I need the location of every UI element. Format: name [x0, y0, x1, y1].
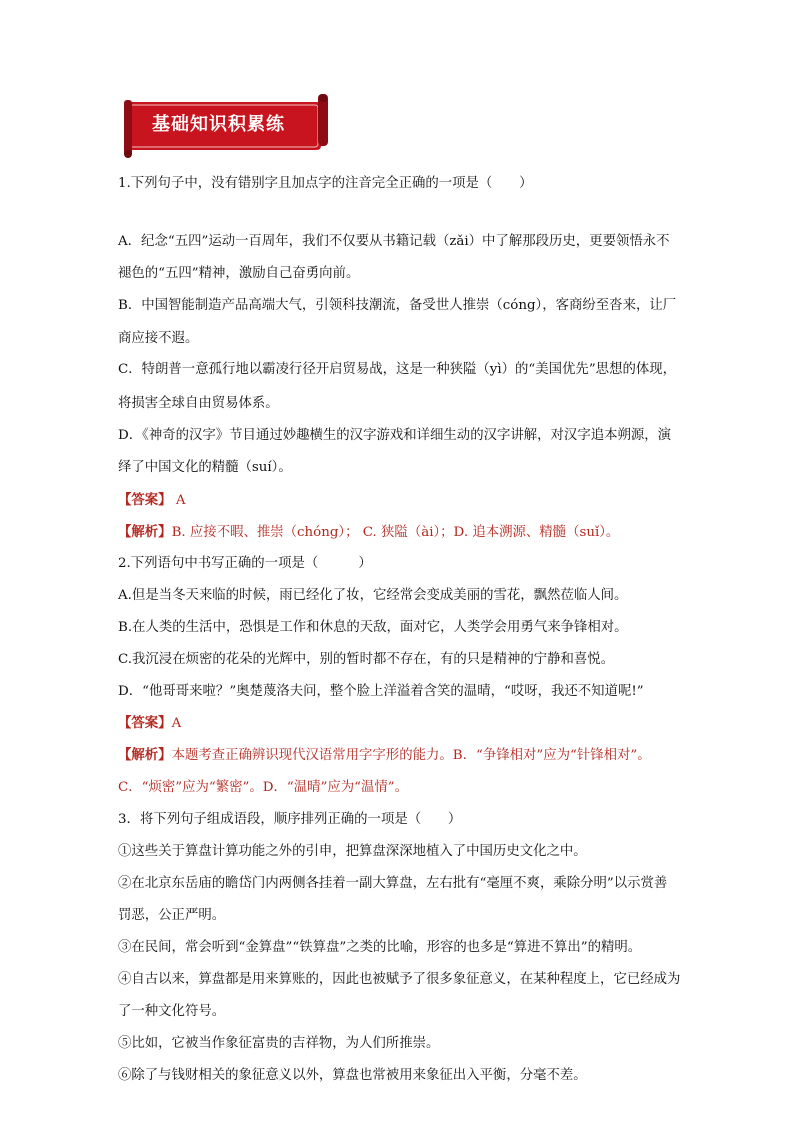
q3-sentence-2: ②在北京东岳庙的瞻岱门内两侧各挂着一副大算盘，左右批有“毫厘不爽，乘除分明”以示赏善 — [118, 876, 668, 891]
q1-option-d: D．《神奇的汉字》节目通过妙趣横生的汉字游戏和详细生动的汉字讲解，对汉字追本朔源，演 — [118, 428, 672, 443]
q3-sentence-1: ①这些关于算盘计算功能之外的引申，把算盘深深地植入了中国历史文化之中。 — [118, 844, 587, 859]
answer-value: A — [171, 493, 186, 508]
q2-option-c: C.我沉浸在烦密的花朵的光辉中，别的暂时都不存在，有的只是精神的宁静和喜悦。 — [118, 652, 615, 667]
q1-analysis — [118, 521, 619, 540]
q3-sentence-4-cont: 了一种文化符号。 — [118, 1004, 226, 1019]
q3-sentence-5: ⑤比如，它被当作象征富贵的吉祥物，为人们所推崇。 — [118, 1036, 440, 1051]
q2-answer — [118, 712, 181, 731]
answer-label: 【答案】 — [118, 492, 172, 508]
q1-option-c: C．特朗普一意孤行地以霸凌行径开启贸易战，这是一种狭隘（yì）的“美国优先”思想的体现， — [118, 362, 677, 377]
question-2-stem: 2.下列语句中书写正确的一项是（ ） — [118, 556, 372, 571]
question-3-stem: 3．将下列句子组成语段，顺序排列正确的一项是（ ） — [118, 812, 462, 827]
q1-answer — [118, 489, 186, 508]
answer-label: 【答案】 — [118, 715, 172, 731]
q3-sentence-2-cont: 罚恶，公正严明。 — [118, 908, 226, 923]
q1-option-b-cont: 商应接不遐。 — [118, 331, 199, 346]
question-1-stem: 1.下列句子中，没有错别字且加点字的注音完全正确的一项是（ ） — [118, 176, 533, 191]
q1-option-d-cont: 绎了中国文化的精髓（suí）。 — [118, 460, 292, 475]
section-title: 基础知识积累练 — [152, 114, 285, 135]
q2-analysis — [118, 744, 651, 763]
q1-option-a: A．纪念“五四”运动一百周年，我们不仅要从书籍记载（zǎi）中了解那段历史，更要领悟永不 — [118, 234, 670, 249]
section-banner — [124, 94, 330, 158]
q3-sentence-3: ③在民间，常会听到“金算盘”“铁算盘”之类的比喻，形容的也多是“算进不算出”的精明。 — [118, 940, 642, 955]
analysis-text: 本题考查正确辨识现代汉语常用字字形的能力。B．“争锋相对”应为“针锋相对”。 — [171, 748, 651, 763]
q1-option-c-cont: 将损害全球自由贸易体系。 — [118, 396, 279, 411]
answer-value: A — [171, 716, 182, 731]
q2-option-a: A.但是当冬天来临的时候，雨已经化了妆，它经常会变成美丽的雪花，飘然莅临人间。 — [118, 588, 628, 603]
q2-analysis-cont: C．“烦密”应为“繁密”。D．“温晴”应为“温情”。 — [118, 780, 408, 795]
q3-sentence-4: ④自古以来，算盘都是用来算账的，因此也被赋予了很多象征意义，在某种程度上，它已经成为 — [118, 972, 681, 987]
q3-sentence-6: ⑥除了与钱财相关的象征意义以外，算盘也常被用来象征出入平衡，分毫不差。 — [118, 1068, 587, 1083]
analysis-label: 【解析】 — [118, 524, 172, 540]
q2-option-d: D．“他哥哥来啦？”奥楚蔑洛夫问，整个脸上洋溢着含笑的温晴，“哎呀，我还不知道呢!” — [118, 684, 644, 699]
q1-option-a-cont: 褪色的“五四”精神，激励自己奋勇向前。 — [118, 266, 360, 281]
analysis-text: B. 应接不暇、推崇（chóng）； C. 狭隘（ài）；D. 追本溯源、精髓（suǐ）。 — [171, 525, 620, 540]
q2-option-b: B.在人类的生活中，恐惧是工作和休息的天敌，面对它，人类学会用勇气来争锋相对。 — [118, 620, 628, 635]
q1-option-b: B．中国智能制造产品高端大气，引领科技潮流，备受世人推崇（cóng），客商纷至沓来，让厂 — [118, 298, 677, 313]
analysis-label: 【解析】 — [118, 747, 172, 763]
